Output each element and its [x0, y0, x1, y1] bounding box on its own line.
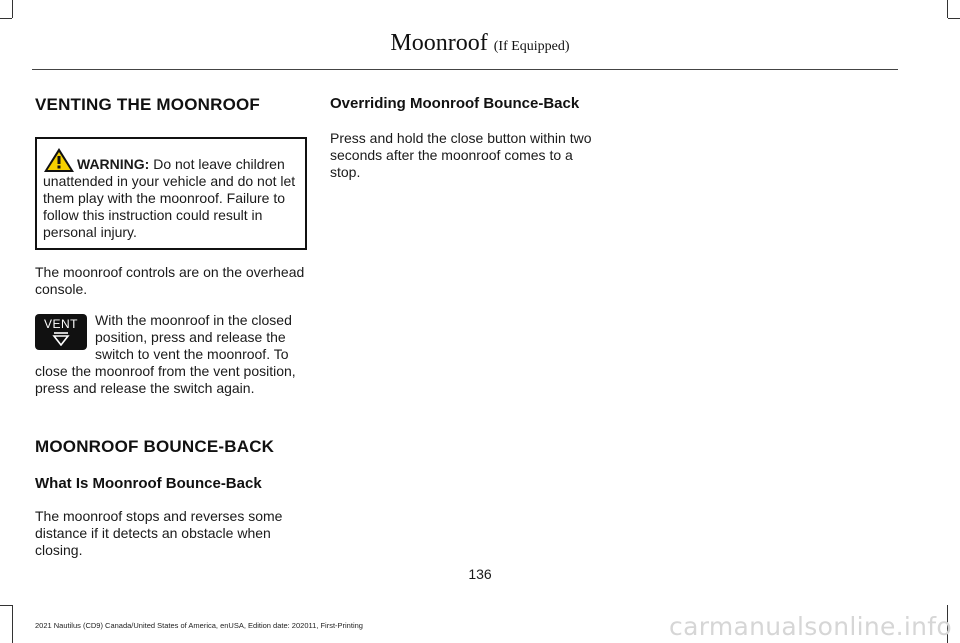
warning-text: Do not leave children unattended in your vehicle and do not let them play with the moonroof. Failure to follow this instruction could result in personal injury. — [43, 156, 296, 240]
vent-text: With the moonroof in the closed position, press and release the switch to vent the moonroof. To close the moonroof from the vent position, press and release the switch again. — [35, 312, 296, 396]
footer-edition-info: 2021 Nautilus (CD9) Canada/United States of America, enUSA, Edition date: 202011, First-Printing — [35, 621, 363, 630]
header-subtitle: (If Equipped) — [493, 39, 570, 54]
vent-arrow-icon — [52, 332, 70, 346]
header-divider — [32, 69, 898, 70]
subsection-title-overriding: Overriding Moonroof Bounce-Back — [330, 95, 580, 112]
warning-box — [35, 137, 307, 250]
vent-icon-label: VENT — [43, 317, 78, 331]
crop-mark — [12, 605, 13, 643]
section-title-bounce-back: MOONROOF BOUNCE-BACK — [35, 437, 275, 456]
vent-instructions — [35, 312, 307, 397]
crop-mark — [948, 18, 960, 19]
crop-mark — [947, 0, 948, 18]
section-title-venting: VENTING THE MOONROOF — [35, 95, 260, 114]
warning-triangle-icon — [43, 147, 75, 173]
crop-mark — [0, 605, 12, 606]
page-header — [0, 30, 960, 57]
right-column — [330, 95, 602, 195]
overriding-text: Press and hold the close button within two seconds after the moonroof comes to a stop. — [330, 130, 592, 180]
left-column — [35, 95, 307, 573]
warning-label: WARNING: — [77, 156, 150, 172]
controls-text: The moonroof controls are on the overhead console. — [35, 264, 305, 297]
watermark: carmanualsonline.info — [669, 612, 952, 641]
header-title: Moonroof — [390, 30, 488, 56]
page-number: 136 — [468, 566, 492, 582]
subsection-title-what-is: What Is Moonroof Bounce-Back — [35, 475, 262, 492]
bounce-back-text: The moonroof stops and reverses some distance if it detects an obstacle when closing. — [35, 508, 283, 558]
crop-mark — [12, 0, 13, 18]
crop-mark — [0, 18, 12, 19]
vent-switch-icon — [35, 314, 87, 350]
